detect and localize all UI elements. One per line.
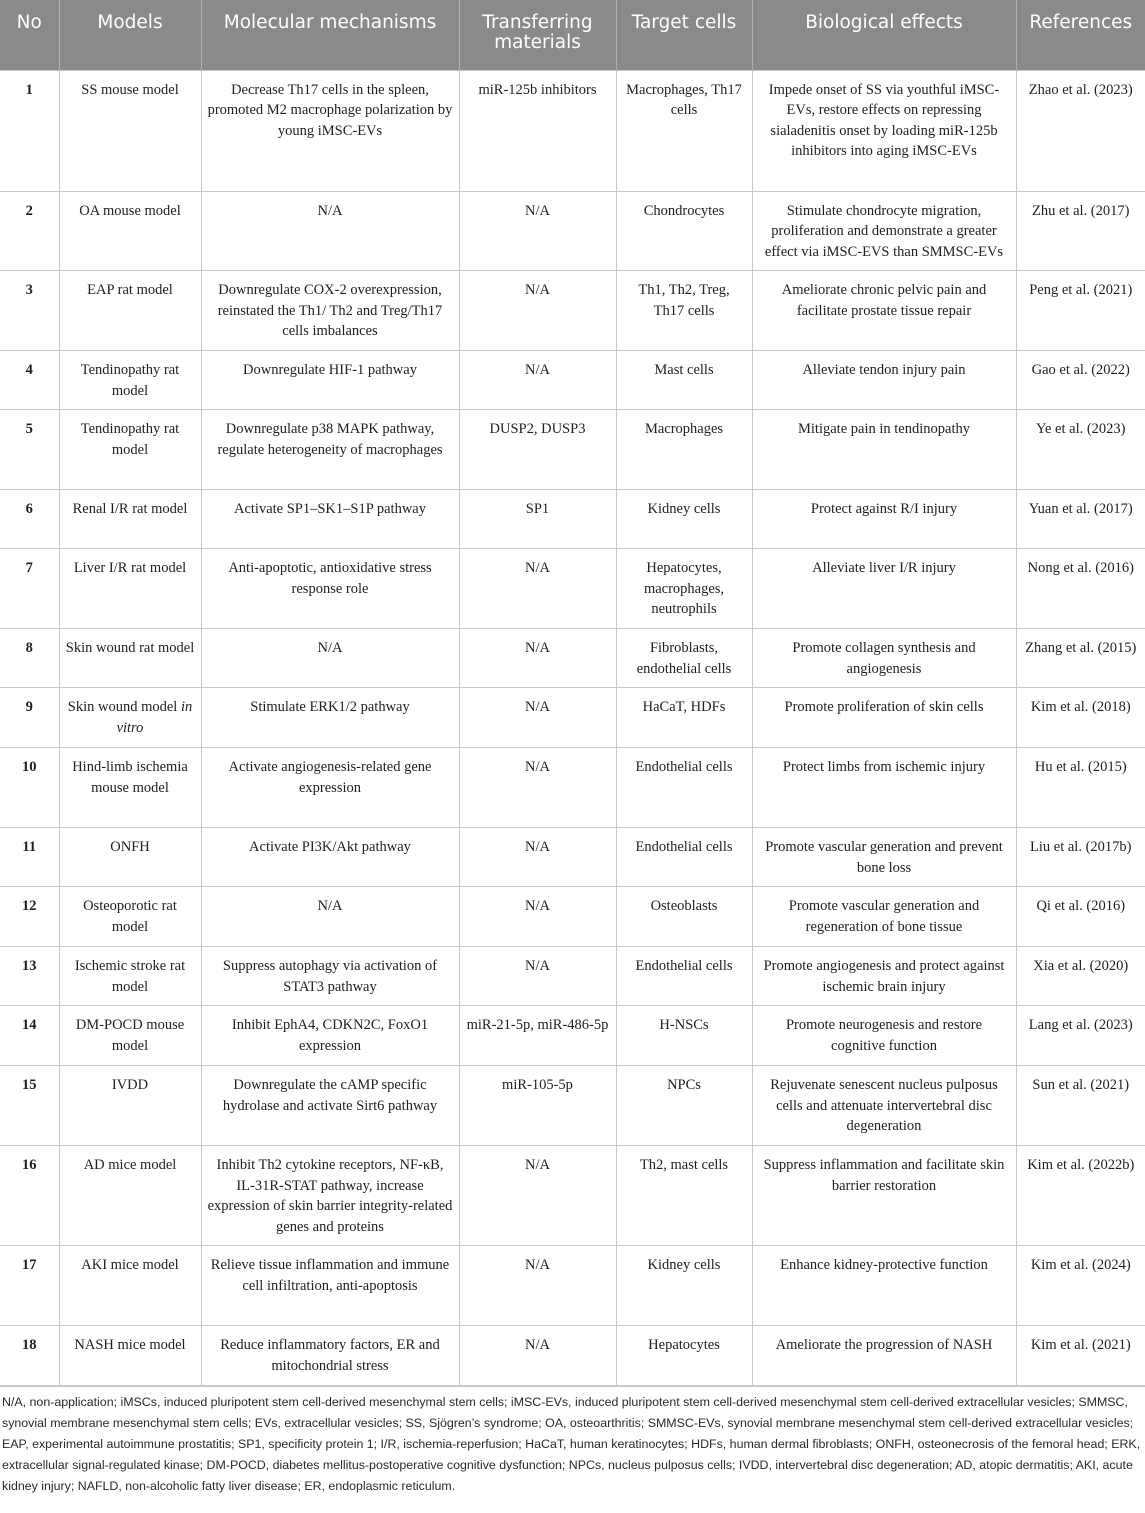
cell-mechanism [201, 1246, 459, 1326]
cell-reference [1016, 947, 1145, 1006]
cell-mechanism [201, 191, 459, 271]
cell-model [59, 1246, 201, 1326]
cell-target [616, 271, 752, 351]
cell-target-text: Hepatocytes [648, 1337, 720, 1353]
cell-material [459, 1066, 616, 1146]
cell-target [616, 828, 752, 887]
cell-target [616, 410, 752, 490]
cell-mechanism [201, 1006, 459, 1066]
cell-no [0, 1326, 59, 1386]
cell-effect [752, 887, 1016, 947]
cell-effect [752, 1146, 1016, 1246]
cell-material [459, 271, 616, 351]
cell-model [59, 549, 201, 629]
cell-target-text: Kidney cells [647, 501, 721, 517]
cell-reference-text: Lang et al. (2023) [1028, 1017, 1133, 1033]
cell-effect-text: Alleviate liver I/R injury [812, 560, 956, 576]
table-row [0, 410, 1145, 490]
cell-model [59, 410, 201, 490]
cell-no [0, 490, 59, 549]
cell-model [59, 490, 201, 549]
cell-material-text: N/A [525, 958, 550, 974]
cell-material [459, 410, 616, 490]
cell-material [459, 1146, 616, 1246]
cell-no-text: 4 [25, 362, 33, 378]
cell-reference-text: Zhao et al. (2023) [1028, 81, 1133, 98]
cell-target-text: Th1, Th2, Treg, Th17 cells [638, 282, 730, 319]
cell-effect [752, 70, 1016, 191]
cell-effect [752, 410, 1016, 490]
table-row [0, 1146, 1145, 1246]
cell-target [616, 191, 752, 271]
cell-effect-text: Promote neurogenesis and restore cognitive function [785, 1017, 983, 1054]
table-footnote: N/A, non-application; iMSCs, induced pluripotent stem cell-derived mesenchymal stem cells; iMSC-EVs, induced pluripotent stem cell-derived mesenchymal stem cell-derived extracellular vesicles; SMMSC, synovial membrane mesenchymal stem cells; EVs, extracellular vesicles; SS, Sjögren’s syndrome; OA, osteoarthritis; SMMSC-EVs, synovial membrane mesenchymal stem cell-derived extracellular vesicles; EAP, experimental autoimmune prostatitis; SP1, specificity protein 1; I/R, ischemia-reperfusion; HaCaT, human keratinocytes; HDFs, human dermal fibroblasts; ONFH, osteonecrosis of the femoral head; ERK, extracellular signal-regulated kinase; DM-POCD, diabetes mellitus-postoperative cognitive dysfunction; NPCs, nucleus pulposus cells; IVDD, intervertebral disc degeneration; AD, atopic dermatitis; AKI, acute kidney injury; NAFLD, non-alcoholic fatty liver disease; ER, endoplasmic reticulum. [2, 1395, 1141, 1493]
cell-model [59, 629, 201, 688]
cell-no [0, 947, 59, 1006]
cell-material-text: N/A [525, 759, 550, 775]
header-molecular-mechanisms: Molecular mechanisms [201, 0, 459, 70]
cell-model [59, 271, 201, 351]
table-row [0, 271, 1145, 351]
cell-no-text: 3 [25, 282, 33, 298]
cell-mechanism-text: N/A [317, 640, 343, 656]
cell-effect-text: Promote vascular generation and prevent bone loss [765, 839, 1003, 876]
cell-mechanism-text: Relieve tissue inflammation and immune cell infiltration, anti-apoptosis [210, 1257, 450, 1294]
cell-material-text: N/A [525, 640, 550, 656]
cell-no-text: 1 [25, 81, 33, 98]
cell-target-text: Chondrocytes [643, 202, 725, 219]
cell-material-text: N/A [525, 699, 550, 715]
cell-mechanism-text: Inhibit Th2 cytokine receptors, NF-κB, IL-31R-STAT pathway, increase expression of skin barrier integrity-related genes and proteins [207, 1157, 453, 1235]
cell-reference [1016, 748, 1145, 828]
cell-material-text: N/A [525, 202, 550, 219]
cell-model-text: Skin wound rat model [65, 640, 195, 656]
cell-reference-text: Kim et al. (2022b) [1027, 1157, 1135, 1173]
cell-reference [1016, 549, 1145, 629]
cell-reference-text: Gao et al. (2022) [1031, 362, 1130, 378]
cell-material [459, 828, 616, 887]
cell-no [0, 1006, 59, 1066]
cell-no-text: 13 [22, 958, 37, 974]
cell-no [0, 271, 59, 351]
cell-model [59, 351, 201, 410]
cell-mechanism-text: Activate PI3K/Akt pathway [249, 839, 411, 855]
cell-model [59, 70, 201, 191]
cell-model-text: Hind-limb ischemia mouse model [72, 759, 188, 796]
table-header [0, 0, 1145, 70]
cell-no [0, 70, 59, 191]
header-models: Models [59, 0, 201, 70]
cell-reference [1016, 1006, 1145, 1066]
cell-effect [752, 1246, 1016, 1326]
cell-material-text: N/A [525, 560, 550, 576]
cell-mechanism-text: Decrease Th17 cells in the spleen, promoted M2 macrophage polarization by young iMSC-EVs [207, 81, 453, 139]
cell-reference [1016, 351, 1145, 410]
cell-model-text: OA mouse model [79, 202, 181, 219]
cell-material-text: DUSP2, DUSP3 [489, 421, 586, 437]
cell-mechanism-text: Downregulate the cAMP specific hydrolase and activate Sirt6 pathway [222, 1077, 438, 1114]
cell-mechanism [201, 1066, 459, 1146]
cell-effect [752, 1006, 1016, 1066]
cell-mechanism [201, 947, 459, 1006]
cell-effect [752, 748, 1016, 828]
cell-model-text: Ischemic stroke rat model [74, 958, 186, 995]
cell-effect [752, 1066, 1016, 1146]
cell-effect [752, 688, 1016, 748]
cell-material-text: N/A [525, 898, 550, 914]
cell-model [59, 1006, 201, 1066]
cell-target [616, 629, 752, 688]
cell-material [459, 947, 616, 1006]
cell-no [0, 1066, 59, 1146]
cell-mechanism [201, 828, 459, 887]
cell-model-text: NASH mice model [74, 1337, 186, 1353]
cell-effect-text: Promote proliferation of skin cells [784, 699, 984, 715]
cell-model-text: Liver I/R rat model [73, 560, 187, 576]
table-row [0, 947, 1145, 1006]
cell-model-italic: in vitro [116, 699, 193, 736]
cell-target-text: Macrophages [644, 421, 724, 437]
cell-no-text: 15 [22, 1077, 37, 1093]
cell-target [616, 887, 752, 947]
cell-effect-text: Stimulate chondrocyte migration, proliferation and demonstrate a greater effect via iMSC-EVS than SMMSC-EVs [764, 202, 1004, 260]
table-row [0, 70, 1145, 191]
cell-effect-text: Impede onset of SS via youthful iMSC-EVs, restore effects on repressing sialadenitis onset by loading miR-125b inhibitors into aging iMSC-EVs [768, 81, 1000, 159]
cell-target-text: Hepatocytes, macrophages, neutrophils [643, 560, 725, 617]
cell-reference [1016, 688, 1145, 748]
cell-mechanism-text: Downregulate p38 MAPK pathway, regulate heterogeneity of macrophages [217, 421, 443, 458]
cell-effect-text: Suppress inflammation and facilitate skin barrier restoration [763, 1157, 1005, 1194]
cell-mechanism [201, 271, 459, 351]
cell-model-text: Osteoporotic rat model [83, 898, 177, 935]
cell-no-text: 12 [22, 898, 37, 914]
table-row [0, 1326, 1145, 1386]
cell-effect-text: Enhance kidney-protective function [780, 1257, 988, 1273]
cell-no-text: 6 [25, 501, 33, 517]
cell-no [0, 887, 59, 947]
table-row [0, 748, 1145, 828]
cell-model [59, 688, 201, 748]
cell-reference [1016, 271, 1145, 351]
cell-target-text: HaCaT, HDFs [642, 699, 726, 715]
cell-material [459, 351, 616, 410]
cell-material [459, 70, 616, 191]
cell-reference [1016, 629, 1145, 688]
cell-material-text: N/A [525, 1157, 550, 1173]
cell-reference-text: Zhu et al. (2017) [1032, 202, 1130, 219]
cell-effect-text: Protect against R/I injury [810, 501, 958, 517]
cell-effect [752, 271, 1016, 351]
cell-effect [752, 549, 1016, 629]
table-row [0, 1246, 1145, 1326]
cell-model [59, 1326, 201, 1386]
cell-effect [752, 629, 1016, 688]
cell-target [616, 490, 752, 549]
cell-mechanism [201, 748, 459, 828]
table-row [0, 1006, 1145, 1066]
cell-model-text: IVDD [111, 1077, 149, 1093]
cell-material-text: SP1 [525, 501, 550, 517]
table-row [0, 828, 1145, 887]
cell-no-text: 5 [25, 421, 33, 437]
cell-material [459, 887, 616, 947]
cell-material-text: miR-21-5p, miR-486-5p [466, 1017, 609, 1033]
cell-reference [1016, 828, 1145, 887]
cell-target-text: Endothelial cells [635, 958, 733, 974]
cell-target-text: Th2, mast cells [639, 1157, 729, 1173]
cell-mechanism-text: Suppress autophagy via activation of STAT3 pathway [222, 958, 438, 995]
cell-model-text: DM-POCD mouse model [75, 1017, 185, 1054]
cell-model-text: SS mouse model [81, 81, 179, 98]
cell-no [0, 688, 59, 748]
cell-no [0, 351, 59, 410]
table-row [0, 549, 1145, 629]
cell-mechanism [201, 410, 459, 490]
cell-model [59, 748, 201, 828]
cell-no-text: 11 [22, 839, 37, 855]
cell-mechanism [201, 1146, 459, 1246]
cell-material-text: N/A [525, 1337, 550, 1353]
cell-model-text: Skin wound model [67, 699, 181, 715]
cell-reference-text: Ye et al. (2023) [1035, 421, 1126, 437]
cell-no [0, 748, 59, 828]
cell-model-text: AKI mice model [81, 1257, 179, 1273]
cell-model [59, 1146, 201, 1246]
cell-reference [1016, 1066, 1145, 1146]
cell-effect [752, 828, 1016, 887]
cell-model [59, 191, 201, 271]
cell-model [59, 887, 201, 947]
cell-target-text: Fibroblasts, endothelial cells [636, 640, 732, 677]
cell-mechanism-text: Inhibit EphA4, CDKN2C, FoxO1 expression [231, 1017, 429, 1054]
cell-reference [1016, 410, 1145, 490]
header-transferring-materials: Transferring materials [459, 0, 616, 70]
cell-mechanism [201, 490, 459, 549]
cell-material-text: miR-105-5p [502, 1077, 573, 1093]
cell-effect-text: Promote vascular generation and regeneration of bone tissue [788, 898, 980, 935]
header-no: No [0, 0, 59, 70]
cell-material [459, 1006, 616, 1066]
cell-reference-text: Kim et al. (2021) [1030, 1337, 1131, 1353]
cell-effect-text: Protect limbs from ischemic injury [782, 759, 986, 775]
cell-effect [752, 351, 1016, 410]
cell-no [0, 828, 59, 887]
table-row [0, 1066, 1145, 1146]
cell-no-text: 17 [22, 1257, 37, 1273]
cell-effect-text: Promote collagen synthesis and angiogenesis [792, 640, 976, 677]
cell-reference-text: Nong et al. (2016) [1027, 560, 1134, 576]
cell-no [0, 1146, 59, 1246]
cell-mechanism-text: Activate angiogenesis-related gene expression [228, 759, 432, 796]
cell-target [616, 748, 752, 828]
cell-reference [1016, 887, 1145, 947]
cell-material-text: N/A [525, 362, 550, 378]
cell-target-text: H-NSCs [659, 1017, 709, 1033]
cell-reference [1016, 490, 1145, 549]
cell-no-text: 8 [25, 640, 33, 656]
cell-effect-text: Mitigate pain in tendinopathy [798, 421, 970, 437]
cell-reference [1016, 1146, 1145, 1246]
cell-reference-text: Kim et al. (2018) [1030, 699, 1131, 715]
cell-no [0, 629, 59, 688]
cell-target [616, 1066, 752, 1146]
cell-mechanism [201, 70, 459, 191]
cell-mechanism-text: Activate SP1–SK1–S1P pathway [234, 501, 426, 517]
cell-target [616, 1146, 752, 1246]
cell-material [459, 629, 616, 688]
table-row [0, 490, 1145, 549]
cell-target-text: Osteoblasts [650, 898, 718, 914]
cell-reference [1016, 70, 1145, 191]
table-row [0, 191, 1145, 271]
header-references: References [1016, 0, 1145, 70]
cell-no-text: 7 [25, 560, 33, 576]
cell-no-text: 14 [22, 1017, 37, 1033]
cell-no [0, 191, 59, 271]
table-row [0, 629, 1145, 688]
cell-reference [1016, 1246, 1145, 1326]
cell-reference [1016, 191, 1145, 271]
cell-model-text: Tendinopathy rat model [80, 362, 180, 399]
table-body [0, 70, 1145, 1386]
cell-target [616, 1326, 752, 1386]
cell-model-text: ONFH [110, 839, 150, 855]
cell-mechanism [201, 688, 459, 748]
cell-mechanism [201, 549, 459, 629]
cell-mechanism-text: Downregulate HIF-1 pathway [243, 362, 417, 378]
cell-no [0, 1246, 59, 1326]
cell-mechanism [201, 887, 459, 947]
cell-material-text: miR-125b inhibitors [478, 81, 597, 98]
cell-material [459, 549, 616, 629]
cell-material [459, 490, 616, 549]
cell-material-text: N/A [525, 839, 550, 855]
cell-no [0, 410, 59, 490]
cell-material [459, 1326, 616, 1386]
cell-model [59, 947, 201, 1006]
cell-mechanism-text: Downregulate COX-2 overexpression, reinstated the Th1/ Th2 and Treg/Th17 cells imbalances [217, 282, 443, 339]
cell-mechanism-text: Reduce inflammatory factors, ER and mitochondrial stress [220, 1337, 440, 1374]
cell-material [459, 688, 616, 748]
cell-mechanism [201, 629, 459, 688]
cell-model-text: Tendinopathy rat model [80, 421, 180, 458]
cell-target [616, 351, 752, 410]
cell-target-text: Kidney cells [647, 1257, 721, 1273]
cell-reference-text: Hu et al. (2015) [1034, 759, 1127, 775]
cell-effect [752, 1326, 1016, 1386]
cell-reference-text: Kim et al. (2024) [1030, 1257, 1131, 1273]
cell-no-text: 10 [22, 759, 37, 775]
cell-effect [752, 947, 1016, 1006]
cell-target-text: Macrophages, Th17 cells [626, 81, 742, 118]
cell-mechanism-text: N/A [317, 202, 343, 219]
cell-effect [752, 490, 1016, 549]
cell-target [616, 947, 752, 1006]
cell-target [616, 70, 752, 191]
cell-effect-text: Rejuvenate senescent nucleus pulposus cells and attenuate intervertebral disc degeneration [770, 1077, 998, 1134]
table-row [0, 688, 1145, 748]
cell-material-text: N/A [525, 1257, 550, 1273]
table-row [0, 887, 1145, 947]
cell-mechanism-text: Anti-apoptotic, antioxidative stress response role [228, 560, 432, 597]
cell-target-text: Endothelial cells [635, 839, 733, 855]
cell-material [459, 1246, 616, 1326]
cell-mechanism-text: Stimulate ERK1/2 pathway [250, 699, 410, 715]
cell-effect-text: Promote angiogenesis and protect against ischemic brain injury [763, 958, 1005, 995]
cell-target-text: Endothelial cells [635, 759, 733, 775]
cell-effect [752, 191, 1016, 271]
cell-no-text: 18 [22, 1337, 37, 1353]
cell-effect-text: Alleviate tendon injury pain [802, 362, 966, 378]
cell-target-text: Mast cells [654, 362, 714, 378]
cell-reference-text: Zhang et al. (2015) [1025, 640, 1137, 656]
cell-mechanism [201, 351, 459, 410]
cell-mechanism-text: N/A [317, 898, 343, 914]
cell-model [59, 1066, 201, 1146]
table-row [0, 351, 1145, 410]
cell-no [0, 549, 59, 629]
cell-no-text: 9 [25, 699, 33, 715]
cell-material [459, 191, 616, 271]
cell-no-text: 2 [25, 202, 33, 219]
cell-model-text: AD mice model [83, 1157, 177, 1173]
cell-model [59, 828, 201, 887]
cell-material [459, 748, 616, 828]
cell-model-text: Renal I/R rat model [72, 501, 188, 517]
header-biological-effects: Biological effects [752, 0, 1016, 70]
cell-reference-text: Liu et al. (2017b) [1030, 839, 1132, 855]
cell-target [616, 1246, 752, 1326]
cell-target [616, 1006, 752, 1066]
cell-target [616, 549, 752, 629]
cell-reference-text: Yuan et al. (2017) [1028, 501, 1133, 517]
cell-target [616, 688, 752, 748]
cell-reference-text: Peng et al. (2021) [1029, 282, 1133, 298]
cell-no-text: 16 [22, 1157, 37, 1173]
cell-reference-text: Qi et al. (2016) [1036, 898, 1126, 914]
cell-reference-text: Sun et al. (2021) [1032, 1077, 1130, 1093]
cell-reference [1016, 1326, 1145, 1386]
cell-effect-text: Ameliorate chronic pelvic pain and facilitate prostate tissue repair [781, 282, 987, 319]
cell-material-text: N/A [525, 282, 550, 298]
header-target-cells: Target cells [616, 0, 752, 70]
cell-model-text: EAP rat model [87, 282, 173, 298]
cell-mechanism [201, 1326, 459, 1386]
cell-reference-text: Xia et al. (2020) [1033, 958, 1129, 974]
cell-effect-text: Ameliorate the progression of NASH [775, 1337, 993, 1353]
cell-target-text: NPCs [667, 1077, 701, 1093]
